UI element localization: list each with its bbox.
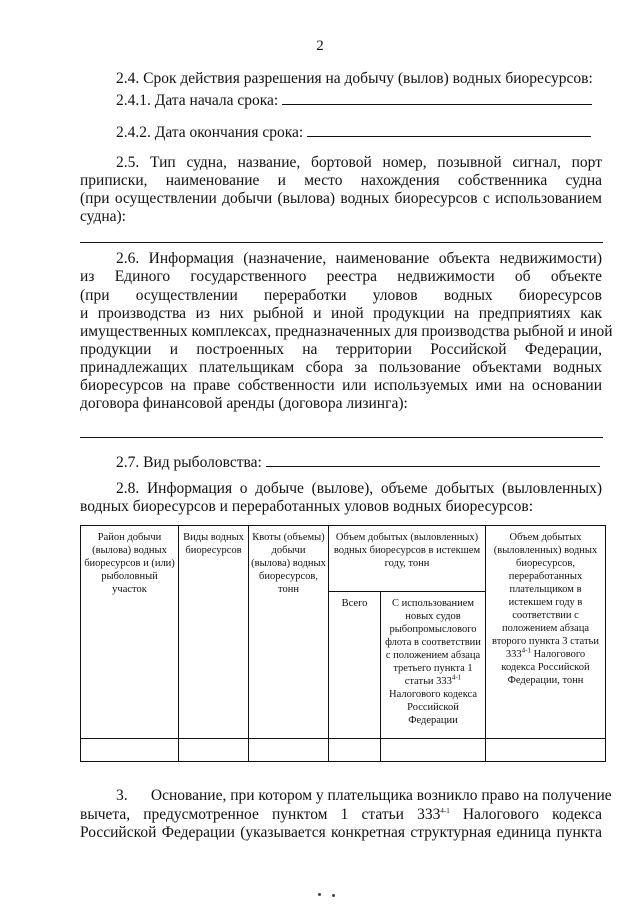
header-fishing-area: Район добычи (вылова) водных биоресурсов и (или) рыболовный участок [81, 526, 179, 739]
header-catch-volume: Объем добытых (выловленных) водных биоресурсов в истекшем году, тонн [329, 526, 486, 592]
table-row [81, 739, 606, 762]
section-3-line-1: 3. Основание, при котором у плательщика возникло право на получение [116, 787, 612, 804]
section-2-6-line-5: имущественных комплексах, предназначенных для производства рыбной и иной [80, 323, 613, 340]
fishing-type-row [116, 452, 600, 472]
section-2-6-line-8: биоресурсов на праве собственности или используемых ими на основании [80, 377, 602, 394]
section-2-6-line-6: продукции и построенных на территории Российской Федерации, [80, 341, 602, 358]
start-date-label: 2.4.1. Дата начала срока: [116, 92, 279, 109]
header-processed-volume-tail: Налогового кодекса Российской Федерации, тонн [501, 649, 590, 686]
fishing-type-label: 2.7. Вид рыболовства: [116, 454, 262, 471]
end-date-field[interactable] [307, 122, 591, 137]
fishing-type-field[interactable] [266, 452, 600, 467]
header-total: Всего [329, 592, 381, 739]
section-2-6-line-1: 2.6. Информация (назначение, наименование объекта недвижимости) [116, 250, 602, 267]
header-new-vessels-tail: Налогового кодекса Российской Федерации [389, 689, 477, 726]
start-date-field[interactable] [282, 90, 592, 105]
section-2-6-line-2: из Единого государственного реестра недвижимости об объекте [80, 268, 602, 285]
vessel-info-field[interactable] [80, 242, 603, 243]
section-2-6-line-4: и производства из них рыбной и иной продукции на предприятиях как [80, 305, 602, 322]
start-date-row [116, 90, 592, 110]
section-2-6-line-3: (при осуществлении переработки уловов водных биоресурсов [80, 287, 602, 304]
end-date-row [116, 122, 591, 142]
table-cell[interactable] [486, 739, 606, 762]
section-3-line-2-text: вычета, предусмотренное пунктом 1 статьи 333 [80, 806, 441, 823]
section-3-line-3: Российской Федерации (указывается конкретная структурная единица пункта [80, 824, 602, 841]
table-cell[interactable] [249, 739, 329, 762]
header-processed-volume-text: Объем добытых (выловленных) водных биоресурсов, переработанных плательщиком в истекшем году в соответствии с положением абзаца второго пункта 3 статьи 333 [492, 532, 599, 660]
section-2-4-heading: 2.4. Срок действия разрешения на добычу (вылов) водных биоресурсов: [116, 70, 593, 87]
section-2-8-line-1: 2.8. Информация о добыче (вылове), объеме добытых (выловленных) [116, 480, 602, 497]
scan-speck [332, 894, 335, 897]
header-species: Виды водных биоресурсов [179, 526, 249, 739]
section-3-line-2-sup: 4-1 [440, 806, 450, 815]
section-2-8-line-2: водных биоресурсов и переработанных уловов водных биоресурсов: [80, 498, 534, 515]
scan-speck [318, 893, 321, 896]
section-3-line-2 [80, 806, 602, 824]
header-processed-volume-sup: 4-1 [521, 646, 531, 655]
header-new-vessels [381, 592, 486, 739]
header-new-vessels-sup: 4-1 [451, 673, 462, 682]
section-2-6-line-9: договора финансовой аренды (договора лизинга): [80, 395, 408, 412]
page-number: 2 [316, 38, 324, 54]
header-processed-volume [486, 526, 606, 739]
end-date-label: 2.4.2. Дата окончания срока: [116, 124, 304, 141]
header-quotas: Квоты (объемы) добычи (вылова) водных биоресурсов, тонн [249, 526, 329, 739]
catch-info-table [80, 525, 606, 762]
table-cell[interactable] [329, 739, 381, 762]
section-3-line-2-tail: Налогового кодекса [449, 806, 602, 823]
real-estate-info-field[interactable] [80, 437, 603, 438]
header-new-vessels-text: С использованием новых судов рыбопромыслового флота в соответствии с положением абзаца третьего пункта 1 статьи 333 [385, 598, 481, 687]
table-cell[interactable] [81, 739, 179, 762]
section-2-6-line-7: принадлежащих плательщикам сбора за пользование объектами водных [80, 359, 602, 376]
table-cell[interactable] [179, 739, 249, 762]
section-2-5-line-1: 2.5. Тип судна, название, бортовой номер, позывной сигнал, порт [116, 154, 602, 171]
section-2-5-line-3: (при осуществлении добычи (вылова) водных биоресурсов с использованием [80, 190, 602, 207]
table-cell[interactable] [381, 739, 486, 762]
section-2-5-line-4: судна): [80, 208, 126, 225]
section-2-5-line-2: приписки, наименование и место нахождения собственника судна [80, 172, 602, 189]
